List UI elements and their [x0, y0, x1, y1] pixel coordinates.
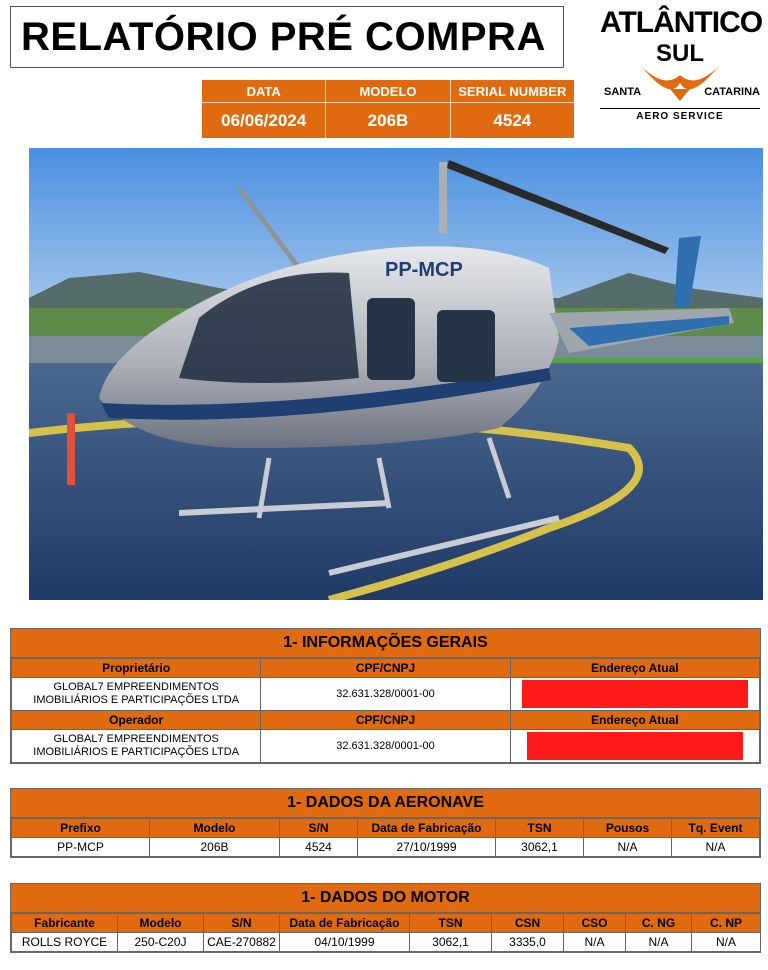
engine-value-cell: N/A — [564, 933, 626, 952]
cpf-header: CPF/CNPJ — [261, 659, 510, 678]
engine-value-cell: 3335,0 — [492, 933, 564, 952]
info-model — [326, 80, 450, 138]
cpf-header-2: CPF/CNPJ — [261, 711, 510, 730]
operator-name — [12, 730, 261, 763]
aircraft-header-cell: S/N — [280, 819, 358, 838]
engine-header-cell: CSN — [492, 914, 564, 933]
aircraft-value-cell: 27/10/1999 — [358, 838, 496, 857]
address-header-2: Endereço Atual — [510, 711, 759, 730]
engine-header-cell: TSN — [410, 914, 492, 933]
model-value: 206B — [367, 110, 409, 130]
operator-name-line2: IMOBILIÁRIOS E PARTICIPAÇÕES LTDA — [33, 746, 240, 758]
aircraft-header-row — [12, 819, 760, 838]
report-title-box — [10, 6, 564, 68]
section-aircraft-data — [10, 788, 761, 858]
engine-header-cell: Data de Fabricação — [280, 914, 410, 933]
aircraft-header-cell: Modelo — [150, 819, 280, 838]
info-strip — [202, 80, 574, 138]
operator-name-line1: GLOBAL7 EMPREENDIMENTOS — [53, 733, 219, 745]
engine-value-cell: N/A — [692, 933, 761, 952]
logo-left: SANTA — [604, 86, 642, 98]
company-logo — [600, 6, 763, 124]
operator-header: Operador — [12, 711, 261, 730]
engine-value-cell: CAE-270882 — [204, 933, 280, 952]
general-info-table — [11, 658, 760, 763]
section-general-info — [10, 628, 761, 764]
aircraft-value-cell: 3062,1 — [496, 838, 584, 857]
logo-right: CATARINA — [704, 86, 760, 98]
aircraft-header-cell: TSN — [496, 819, 584, 838]
redaction-box — [522, 680, 748, 708]
engine-header-cell: Modelo — [118, 914, 204, 933]
aircraft-table — [11, 818, 760, 857]
address-header: Endereço Atual — [510, 659, 759, 678]
owner-header: Proprietário — [12, 659, 261, 678]
engine-header-cell: CSO — [564, 914, 626, 933]
engine-header-cell: Fabricante — [12, 914, 118, 933]
date-label: DATA — [202, 80, 325, 103]
aircraft-value-cell: PP-MCP — [12, 838, 150, 857]
serial-label: SERIAL NUMBER — [451, 80, 574, 103]
aircraft-value-cell: N/A — [672, 838, 760, 857]
aircraft-value-row — [12, 838, 760, 857]
engine-table — [11, 913, 761, 952]
helicopter-photo — [29, 148, 763, 600]
general-info-title: 1- INFORMAÇÕES GERAIS — [11, 629, 760, 658]
engine-value-cell: 04/10/1999 — [280, 933, 410, 952]
info-serial — [451, 80, 574, 138]
aircraft-value-cell: 206B — [150, 838, 280, 857]
aircraft-header-cell: Tq. Event — [672, 819, 760, 838]
registration-mark: PP-MCP — [385, 259, 463, 281]
owner-name — [12, 678, 261, 711]
report-title: RELATÓRIO PRÉ COMPRA — [21, 14, 546, 59]
aircraft-value-cell: N/A — [584, 838, 672, 857]
operator-address — [510, 730, 759, 763]
date-value: 06/06/2024 — [221, 110, 307, 130]
aircraft-header-cell: Prefixo — [12, 819, 150, 838]
logo-line2: SUL — [656, 40, 704, 67]
engine-value-cell: 250-C20J — [118, 933, 204, 952]
redaction-box — [527, 732, 743, 760]
logo-line1: ATLÂNTICO — [600, 6, 763, 39]
engine-value-cell: N/A — [626, 933, 692, 952]
engine-header-row — [12, 914, 761, 933]
aircraft-header-cell: Data de Fabricação — [358, 819, 496, 838]
serial-value: 4524 — [493, 110, 532, 130]
aircraft-header-cell: Pousos — [584, 819, 672, 838]
aircraft-data-title: 1- DADOS DA AERONAVE — [11, 789, 760, 818]
operator-cnpj: 32.631.328/0001-00 — [261, 730, 510, 763]
engine-value-cell: 3062,1 — [410, 933, 492, 952]
engine-data-title: 1- DADOS DO MOTOR — [11, 884, 760, 913]
engine-header-cell: C. NG — [626, 914, 692, 933]
info-date — [202, 80, 326, 138]
section-engine-data — [10, 883, 761, 953]
engine-value-row — [12, 933, 761, 952]
owner-name-line1: GLOBAL7 EMPREENDIMENTOS — [53, 681, 219, 693]
owner-cnpj: 32.631.328/0001-00 — [261, 678, 510, 711]
logo-bottom: AERO SERVICE — [600, 108, 760, 122]
aircraft-value-cell: 4524 — [280, 838, 358, 857]
engine-header-cell: C. NP — [692, 914, 761, 933]
owner-name-line2: IMOBILIÁRIOS E PARTICIPAÇÕES LTDA — [33, 694, 240, 706]
engine-header-cell: S/N — [204, 914, 280, 933]
engine-value-cell: ROLLS ROYCE — [12, 933, 118, 952]
model-label: MODELO — [326, 80, 449, 103]
owner-address — [510, 678, 759, 711]
